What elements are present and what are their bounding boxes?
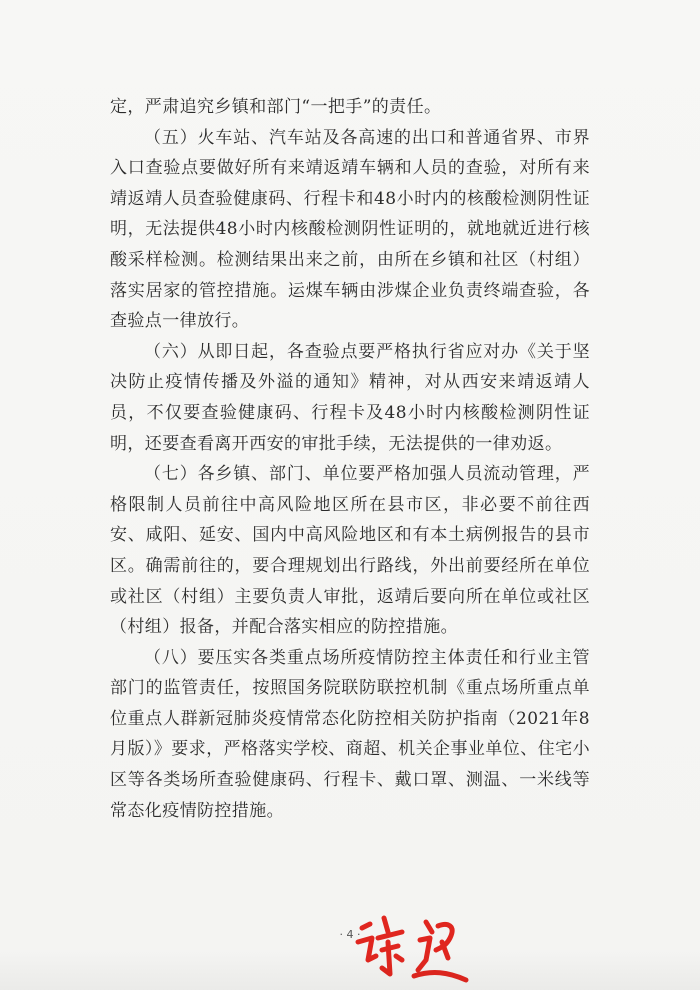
paragraph-continuation: 定，严肃追究乡镇和部门“一把手”的责任。 (110, 97, 442, 117)
paragraph-item-8: （八）要压实各类重点场所疫情防控主体责任和行业主管部门的监管责任，按照国务院联防联控机制《重点场所重点单位重点人群新冠肺炎疫情常态化防控相关防护指南（2021年8月版）》要求，严格落实学校、商超、机关企事业单位、住宅小区等各类场所查验健康码、行程卡、戴口罩、测温、一米线等常态化疫情防控措施。 (110, 647, 590, 821)
paragraph-item-5: （五）火车站、汽车站及各高速的出口和普通省界、市界入口查验点要做好所有来靖返靖车辆和人员的查验，对所有来靖返靖人员查验健康码、行程卡和48小时内的核酸检测阴性证明，无法提供48小时内核酸检测阴性证明的，就地就近进行核酸采样检测。检测结果出来之前，由所在乡镇和社区（村组）落实居家的管控措施。运煤车辆由涉煤企业负责终端查验，各查验点一律放行。 (110, 127, 590, 332)
paragraph-item-7: （七）各乡镇、部门、单位要严格加强人员流动管理，严格限制人员前往中高风险地区所在县市区，非必要不前往西安、咸阳、延安、国内中高风险地区和有本土病例报告的县市区。确需前往的，要合理规划出行路线，外出前要经所在单位或社区（村组）主要负责人审批，返靖后要向所在单位或社区（村组）报备，并配合落实相应的防控措施。 (110, 464, 590, 638)
paragraph-item-6: （六）从即日起，各查验点要严格执行省应对办《关于坚决防止疫情传播及外溢的通知》精神，对从西安来靖返靖人员，不仅要查验健康码、行程卡及48小时内核酸检测阴性证明，还要查看离开西安的审批手续，无法提供的一律劝返。 (110, 341, 590, 454)
page-number: · 4 · (339, 928, 361, 941)
scan-edge-shadow (0, 950, 700, 990)
document-body (110, 92, 590, 826)
